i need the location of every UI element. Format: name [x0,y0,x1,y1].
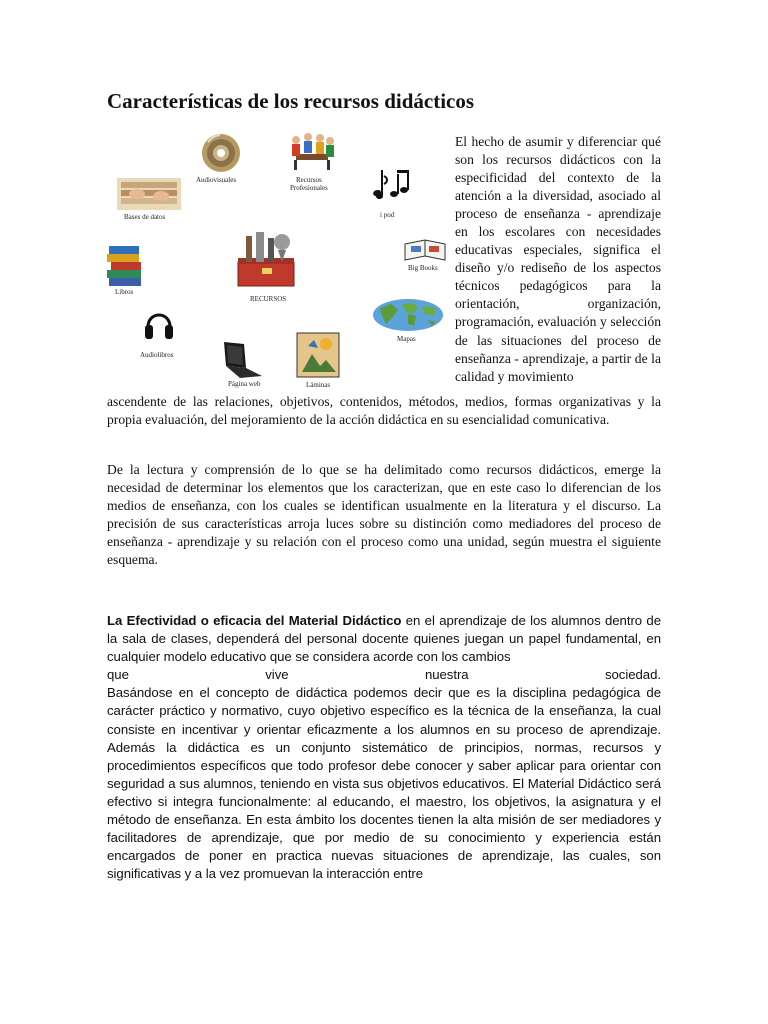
big-book-icon [403,238,447,264]
world-map-icon [372,298,444,332]
caption-recursos-line2: Profesionales [290,184,328,192]
caption-laminas: Láminas [306,381,331,389]
spread-word-1: que [107,667,129,683]
resources-diagram [100,128,448,390]
central-resources-icon [234,228,298,288]
paragraph-3-bold-lead: La Efectividad o eficacia del Material Didáctico [107,613,402,628]
caption-recursos-profesionales [290,176,328,192]
paragraph-2: De la lectura y comprensión de lo que se ha delimitado como recursos didácticos, emerge la necesidad de determinar los elementos que los caracterizan, que en este caso lo diferencian de los medios de enseñanza, con los cuales se identifican usualmente en la literatura y el discurso. La precisión de sus características arroja luces sobre su distinción como mediadores del proceso de enseñanza - aprendizaje y su relación con el proceso como una unidad, según muestra el siguiente esquema. [107,462,661,567]
cd-icon [200,132,242,174]
people-icon [288,132,336,174]
books-stack-icon [105,244,145,288]
database-hands-icon [117,178,181,210]
caption-recursos-line1: Recursos [296,176,322,184]
paragraph-3-body: Basándose en el concepto de didáctica podemos decir que es la disciplina pedagógica de carácter práctico y normativo, cuyo objetivo específico es la técnica de la enseñanza, la cual consiste en incentivar y orientar eficazmente a los alumnos en su proceso de aprendizaje. Además la didáctica es un conjunto sistemático de principios, normas, recursos y procedimientos específicos que todo profesor debe conocer y saber aplicar para orientar con seguridad a sus alumnos, teniendo en vista sus objetivos educativos. El Material Didáctico será efectivo si integra funcionalmente: al educando, el maestro, los objetivos, la asignatura y el método de enseñanza. En esta ámbito los docentes tienen la alta misión de ser mediadores y facilitadores de aprendizaje, que por medio de su conocimiento y experiencia están encargados de poner en practica nuevas situaciones de aprendizaje, las cuales, son significativas y a la vez promuevan la interacción entre [107,685,661,882]
caption-audiovisuales: Audiovisuales [196,176,237,184]
caption-audiolibros: Audiolibros [140,351,174,359]
caption-recursos: RECURSOS [250,295,287,303]
side-paragraph: El hecho de asumir y diferenciar qué son los recursos didácticos con la especificidad del contexto de la atención a la diversidad, asociado al proceso de enseñanza - aprendizaje en los escolares con necesidades educativas especiales, significa el diseño y/o rediseño de los aspectos técnicos pedagógicos para la orientación, organización, programación, evaluación y selección de las situaciones del proceso de enseñanza - aprendizaje, a partir de la calidad y movimiento [455,134,661,384]
caption-ipod: i pod [380,211,395,219]
laptop-icon [218,340,264,380]
music-notes-icon [370,166,410,206]
headphones-icon [144,305,174,341]
caption-pagina-web: Página web [228,380,261,388]
paragraph-3-spread-line [107,666,661,684]
picture-laminas-icon [296,332,340,378]
spread-word-2: vive [265,667,289,683]
caption-libros: Libros [115,288,134,296]
paragraph-3-intro: en el aprendizaje de los alumnos dentro de la sala de clases, dependerá del personal docente quienes juegan un papel fundamental, en cualquier modelo educativo que se considera acorde con los cambios [107,613,661,665]
paragraph-3 [107,612,661,883]
spread-word-4: sociedad. [604,667,661,683]
page-title: Características de los recursos didácticos [107,89,475,113]
spread-word-3: nuestra [424,667,469,683]
caption-bases-de-datos: Bases de datos [124,213,166,221]
side-paragraph-continuation: ascendente de las relaciones, objetivos, contenidos, métodos, medios, formas organizativas y la propia evaluación, del mejoramiento de la acción didáctica en su esencialidad comunicativa. [107,394,661,427]
caption-big-books: Big Books [408,264,438,272]
caption-mapas: Mapas [397,335,416,343]
